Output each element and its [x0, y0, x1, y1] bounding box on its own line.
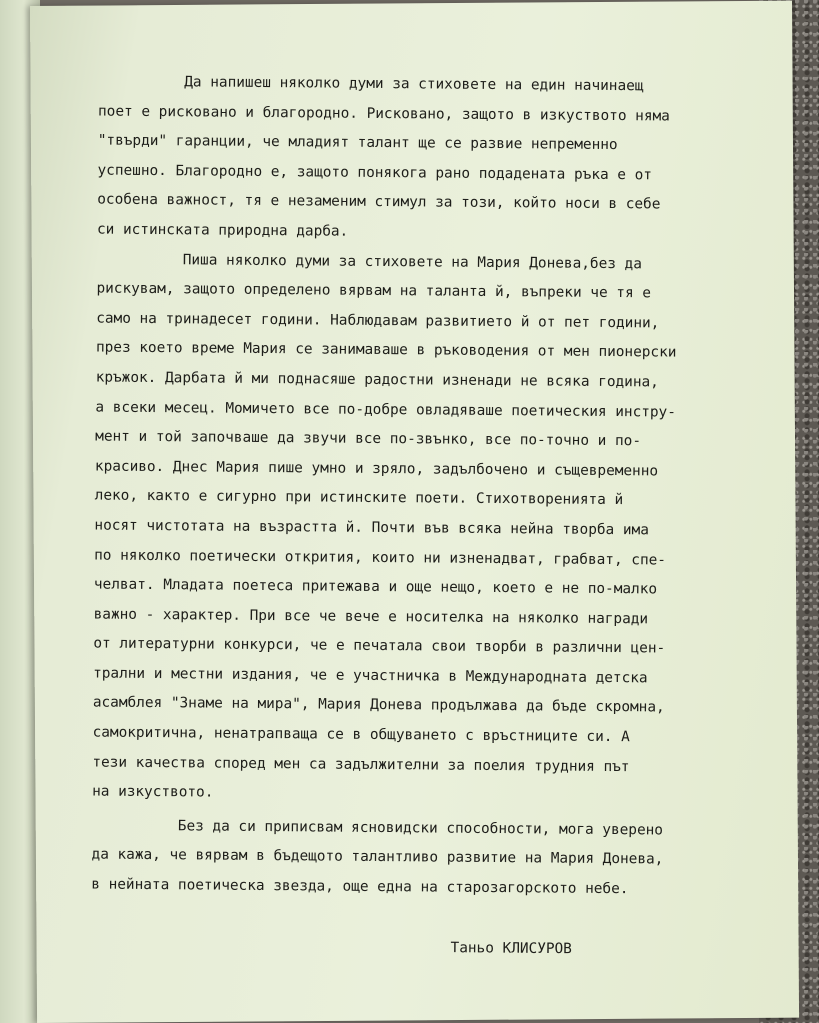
page-text — [91, 68, 734, 906]
text-line: самокритична, ненатрапваща се в общуването с връстниците си. А — [92, 724, 630, 746]
text-line: поет е рисковано и благородно. Рисковано, защото в изкуството няма — [97, 103, 670, 125]
text-line: в нейната поетическа звезда, още една на старозагорското небе. — [91, 876, 629, 898]
text-line: важно - характер. При все че вече е носителка на няколко награди — [93, 606, 649, 628]
text-line: леко, както е сигурно при истинските поети. Стихотворенията й — [94, 487, 624, 509]
text-line: челват. Младата поетеса притежава и още нещо, което е не по-малко — [93, 576, 658, 598]
text-line: Пиша няколко думи за стиховете на Мария Донева,без да — [182, 251, 642, 272]
text-line: мент и той започваше да звучи все по-звънко, все по-точно и по- — [95, 428, 642, 450]
text-line: "твърди" гаранции, че младият талант ще се развие непременно — [97, 132, 618, 154]
text-line: тези качества според мен са задължителни за поелия трудния път — [92, 754, 630, 775]
text-line: кръжок. Дарбата й ми поднасяше радостни изненади не всяка година, — [95, 369, 659, 391]
author-signature: Таньо КЛИСУРОВ — [450, 940, 572, 958]
text-line: от литературни конкурси, че е печатала свои творби в различни цен- — [93, 635, 666, 657]
text-line: а всеки месец. Момичето все по-добре овладяваше поетическия инстру- — [95, 399, 677, 421]
text-line: успешно. Благородно е, защото понякога рано подадената ръка е от — [97, 162, 653, 184]
text-line: носят чистотата на възрастта й. Почти във всяка нейна творба има — [94, 517, 649, 539]
text-line: особена важност, тя е незаменим стимул за този, който носи в себе — [97, 191, 661, 213]
text-line: рискувам, защото определено вярвам на таланта й, въпреки че тя е — [96, 280, 652, 302]
text-line: трални и местни издания, че е участничка в Международната детска — [93, 665, 648, 687]
text-line: по няколко поетически открития, които ни изненадват, грабват, спе- — [94, 547, 667, 568]
text-line: Да напишеш няколко думи за стиховете на един начинаещ — [184, 74, 644, 95]
text-line: си истинската природна дарба. — [96, 221, 349, 240]
text-line: само на тринадесет години. Наблюдавам развитието й от пет години, — [96, 310, 660, 332]
book-page — [30, 1, 799, 1023]
text-line: да кажа, че вярвам в бъдещото талантливо развитие на Мария Донева, — [91, 846, 664, 868]
text-line: на изкуството. — [92, 783, 214, 801]
text-line: асамблея "Знаме на мира", Мария Донева продължава да бъде скромна, — [92, 694, 665, 716]
text-line: през което време Мария се занимаваше в ръководения от мен пионерски — [95, 339, 677, 361]
text-line: Без да си приписвам ясновидски способности, мога уверено — [177, 818, 664, 839]
text-line: красиво. Днес Мария пише умно и зряло, задълбочено и същевременно — [94, 458, 659, 480]
